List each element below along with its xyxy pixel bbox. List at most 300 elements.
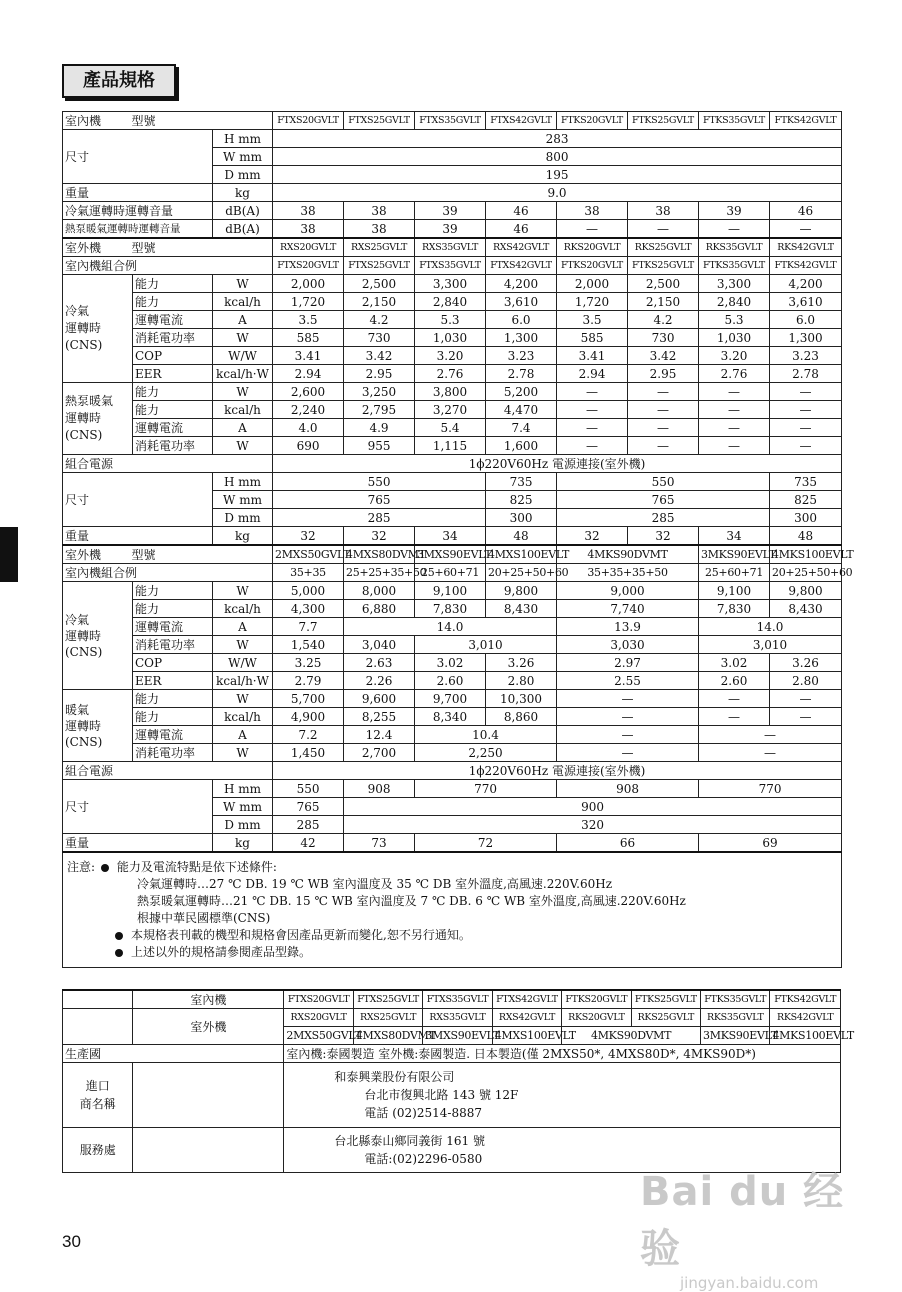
empty-cell bbox=[133, 1128, 284, 1173]
value-cell: 20+25+50+60 bbox=[770, 564, 842, 582]
value-cell: 550 bbox=[273, 780, 344, 798]
importer-info bbox=[284, 1063, 841, 1128]
size-label: 尺寸 bbox=[63, 780, 213, 834]
unit-cell: W/W bbox=[213, 654, 273, 672]
note-text: 冷氣運轉時…27 ℃ DB. 19 ℃ WB 室內溫度及 35 ℃ DB 室外溫度,高風速.220V.60Hz bbox=[137, 877, 613, 891]
value-cell: 9,100 bbox=[699, 582, 770, 600]
value-cell: 550 bbox=[557, 473, 770, 491]
value-cell: RKS35GVLT bbox=[701, 1009, 770, 1027]
importer-label-line: 商名稱 bbox=[79, 1097, 116, 1111]
value-cell: 1,720 bbox=[273, 293, 344, 311]
value-cell: 4MXS80DVMT bbox=[344, 545, 415, 564]
unit-cell: W bbox=[213, 275, 273, 293]
table-row bbox=[63, 527, 842, 546]
value-cell: 800 bbox=[273, 148, 842, 166]
value-cell: 7,740 bbox=[557, 600, 699, 618]
origin-body bbox=[63, 990, 854, 1173]
outdoor-header-label bbox=[63, 238, 273, 257]
value-cell: FTXS42GVLT bbox=[486, 257, 557, 275]
value-cell: 5.4 bbox=[415, 419, 486, 437]
value-cell: 735 bbox=[770, 473, 842, 491]
unit-cell: H mm bbox=[213, 473, 273, 491]
value-cell: 730 bbox=[344, 329, 415, 347]
outdoor-label: 室外機 bbox=[133, 1009, 284, 1045]
value-cell: 730 bbox=[628, 329, 699, 347]
unit-cell: W bbox=[213, 636, 273, 654]
table-row bbox=[63, 257, 842, 275]
table-row bbox=[63, 600, 842, 618]
value-cell: RKS20GVLT bbox=[562, 1009, 631, 1027]
size-label: 尺寸 bbox=[63, 130, 213, 184]
value-cell: 8,430 bbox=[486, 600, 557, 618]
value-cell: 2.80 bbox=[770, 672, 842, 690]
value-cell: — bbox=[770, 437, 842, 455]
importer-label bbox=[63, 1063, 133, 1128]
unit-cell: kg bbox=[213, 527, 273, 546]
importer-address: 台北市復興北路 143 號 12F bbox=[364, 1088, 519, 1102]
row-label: 消耗電功率 bbox=[133, 636, 213, 654]
value-cell: — bbox=[699, 383, 770, 401]
value-cell: 7.4 bbox=[486, 419, 557, 437]
value-cell: FTKS20GVLT bbox=[557, 112, 628, 130]
row-label: 消耗電功率 bbox=[133, 437, 213, 455]
unit-cell: dB(A) bbox=[213, 220, 273, 239]
value-cell: 908 bbox=[557, 780, 699, 798]
value-cell: 825 bbox=[770, 491, 842, 509]
value-cell: 7.2 bbox=[273, 726, 344, 744]
power-label: 組合電源 bbox=[63, 762, 273, 780]
spec-body bbox=[63, 112, 854, 968]
combo-label: 室內機組合例 bbox=[63, 257, 273, 275]
group-label bbox=[63, 275, 133, 383]
value-cell: FTXS20GVLT bbox=[284, 990, 353, 1009]
value-cell: 4.9 bbox=[344, 419, 415, 437]
value-cell: 38 bbox=[557, 202, 628, 220]
value-cell: — bbox=[557, 220, 628, 239]
value-cell: RKS42GVLT bbox=[770, 238, 842, 257]
outdoor-header-label bbox=[63, 545, 273, 564]
value-cell: RKS20GVLT bbox=[557, 238, 628, 257]
power-label: 組合電源 bbox=[63, 455, 273, 473]
value-cell: FTKS25GVLT bbox=[628, 257, 699, 275]
notes-head: 注意: bbox=[67, 860, 96, 874]
importer-name: 和泰興業股份有限公司 bbox=[334, 1070, 455, 1084]
value-cell: — bbox=[628, 220, 699, 239]
table-row bbox=[63, 762, 842, 780]
unit-cell: D mm bbox=[213, 166, 273, 184]
table-row bbox=[63, 780, 842, 798]
value-cell: 73 bbox=[344, 834, 415, 853]
group-label-line: 暖氣 bbox=[65, 702, 90, 717]
value-cell: FTKS35GVLT bbox=[699, 112, 770, 130]
value-cell: RKS25GVLT bbox=[631, 1009, 700, 1027]
service-phone: 電話:(02)2296-0580 bbox=[364, 1152, 483, 1166]
value-cell: 13.9 bbox=[557, 618, 699, 636]
value-cell: 585 bbox=[273, 329, 344, 347]
value-cell: — bbox=[557, 419, 628, 437]
table-row bbox=[63, 275, 842, 293]
table-row bbox=[63, 690, 842, 708]
section-tab-marker bbox=[0, 527, 18, 582]
value-cell: 2.95 bbox=[344, 365, 415, 383]
unit-cell: W mm bbox=[213, 798, 273, 816]
value-cell: 4,200 bbox=[486, 275, 557, 293]
value-cell: 9.0 bbox=[273, 184, 842, 202]
value-cell: 3MKS90EVLT bbox=[699, 545, 770, 564]
watermark bbox=[640, 1160, 870, 1292]
value-cell: 735 bbox=[486, 473, 557, 491]
value-cell: FTKS35GVLT bbox=[701, 990, 770, 1009]
origin-value: 室內機:泰國製造 室外機:泰國製造. 日本製造(僅 2MXS50*, 4MXS80D*, 4MKS90D*) bbox=[284, 1045, 841, 1063]
value-cell: 4,300 bbox=[273, 600, 344, 618]
unit-cell: kcal/h bbox=[213, 293, 273, 311]
value-cell: 2,150 bbox=[344, 293, 415, 311]
group-label-line: (CNS) bbox=[65, 338, 103, 352]
value-cell: 3MKS90EVLT bbox=[701, 1027, 770, 1045]
value-cell: 46 bbox=[486, 220, 557, 239]
value-cell: 3,040 bbox=[344, 636, 415, 654]
note-text: 能力及電流特點是依下述條件: bbox=[116, 860, 277, 874]
value-cell: 2.80 bbox=[486, 672, 557, 690]
empty-cell bbox=[63, 990, 133, 1009]
group-label-line: 運轉時 bbox=[65, 628, 102, 643]
value-cell: 2.95 bbox=[628, 365, 699, 383]
group-label-line: 冷氣 bbox=[65, 304, 90, 318]
table-row bbox=[63, 636, 842, 654]
unit-cell: A bbox=[213, 726, 273, 744]
page-number: 30 bbox=[62, 1232, 81, 1251]
value-cell: 3.26 bbox=[486, 654, 557, 672]
value-cell: 2,250 bbox=[415, 744, 557, 762]
indoor-label: 室內機 bbox=[65, 113, 102, 128]
value-cell: 2,840 bbox=[699, 293, 770, 311]
value-cell: 8,255 bbox=[344, 708, 415, 726]
value-cell: RXS25GVLT bbox=[353, 1009, 422, 1027]
value-cell: 690 bbox=[273, 437, 344, 455]
empty-cell bbox=[133, 1063, 284, 1128]
service-address: 台北縣泰山鄉同義街 161 號 bbox=[334, 1134, 485, 1148]
combo-label: 室內機組合例 bbox=[63, 564, 273, 582]
bullet-icon bbox=[115, 932, 123, 940]
unit-cell: W bbox=[213, 744, 273, 762]
value-cell: 38 bbox=[273, 220, 344, 239]
value-cell: 48 bbox=[770, 527, 842, 546]
value-cell: 42 bbox=[273, 834, 344, 853]
table-row bbox=[63, 564, 842, 582]
table-row bbox=[63, 654, 842, 672]
value-cell: 3.23 bbox=[486, 347, 557, 365]
table-row bbox=[63, 419, 842, 437]
value-cell: 770 bbox=[699, 780, 842, 798]
group-label bbox=[63, 383, 133, 455]
value-cell: — bbox=[557, 401, 628, 419]
value-cell: — bbox=[770, 383, 842, 401]
unit-cell: D mm bbox=[213, 509, 273, 527]
value-cell: 1,600 bbox=[486, 437, 557, 455]
table-row bbox=[63, 1063, 841, 1128]
value-cell: 1,030 bbox=[699, 329, 770, 347]
value-cell: FTXS35GVLT bbox=[423, 990, 492, 1009]
row-label: 能力 bbox=[133, 600, 213, 618]
value-cell: 32 bbox=[344, 527, 415, 546]
outdoor-label: 室外機 bbox=[65, 547, 102, 562]
note-text: 本規格表刊載的機型和規格會因產品更新而變化,恕不另行通知。 bbox=[131, 928, 471, 942]
table-row bbox=[63, 401, 842, 419]
value-cell: — bbox=[557, 437, 628, 455]
value-cell: 2.60 bbox=[699, 672, 770, 690]
table-row bbox=[63, 744, 842, 762]
value-cell: 5,000 bbox=[273, 582, 344, 600]
type-label: 型號 bbox=[131, 547, 156, 562]
value-cell: — bbox=[770, 220, 842, 239]
value-cell: 6.0 bbox=[486, 311, 557, 329]
value-cell: 12.4 bbox=[344, 726, 415, 744]
value-cell: 2,840 bbox=[415, 293, 486, 311]
value-cell: — bbox=[557, 708, 699, 726]
note-text: 熱泵暖氣運轉時…21 ℃ DB. 15 ℃ WB 室內溫度及 7 ℃ DB. 6 ℃ WB 室外溫度,高風速.220V.60Hz bbox=[137, 894, 686, 908]
value-cell: 2,000 bbox=[273, 275, 344, 293]
value-cell: 2.78 bbox=[486, 365, 557, 383]
table-row bbox=[63, 990, 841, 1009]
row-label: 運轉電流 bbox=[133, 311, 213, 329]
value-cell: 300 bbox=[770, 509, 842, 527]
value-cell: 195 bbox=[273, 166, 842, 184]
value-cell: 39 bbox=[699, 202, 770, 220]
value-cell: 320 bbox=[344, 816, 842, 834]
row-label: 能力 bbox=[133, 690, 213, 708]
value-cell: — bbox=[557, 383, 628, 401]
weight-label: 重量 bbox=[63, 184, 213, 202]
value-cell: 3,610 bbox=[486, 293, 557, 311]
value-cell: 4MKS90DVMT bbox=[562, 1027, 701, 1045]
table-row bbox=[63, 582, 842, 600]
value-cell: FTXS25GVLT bbox=[344, 257, 415, 275]
group-label-line: (CNS) bbox=[65, 428, 103, 442]
value-cell: 5.3 bbox=[415, 311, 486, 329]
value-cell: 2.79 bbox=[273, 672, 344, 690]
value-cell: 2,240 bbox=[273, 401, 344, 419]
value-cell: 10,300 bbox=[486, 690, 557, 708]
watermark-url: jingyan.baidu.com bbox=[680, 1274, 819, 1292]
value-cell: 8,340 bbox=[415, 708, 486, 726]
group-label-line: 熱泵暖氣 bbox=[65, 394, 114, 408]
group-label-line: 運轉時 bbox=[65, 718, 102, 733]
value-cell: RXS35GVLT bbox=[415, 238, 486, 257]
value-cell: 25+60+71 bbox=[415, 564, 486, 582]
value-cell: — bbox=[699, 401, 770, 419]
table-row bbox=[63, 112, 842, 130]
unit-cell: kcal/h bbox=[213, 708, 273, 726]
value-cell: RKS25GVLT bbox=[628, 238, 699, 257]
value-cell: FTKS25GVLT bbox=[631, 990, 700, 1009]
value-cell: 9,600 bbox=[344, 690, 415, 708]
value-cell: RKS35GVLT bbox=[699, 238, 770, 257]
value-cell: 14.0 bbox=[699, 618, 842, 636]
spec-table bbox=[62, 111, 854, 968]
value-cell: 3.26 bbox=[770, 654, 842, 672]
value-cell: 7.7 bbox=[273, 618, 344, 636]
value-cell: 14.0 bbox=[344, 618, 557, 636]
row-label: 運轉電流 bbox=[133, 419, 213, 437]
group-label bbox=[63, 690, 133, 762]
value-cell: 3.20 bbox=[699, 347, 770, 365]
table-row bbox=[63, 383, 842, 401]
value-cell: 2.94 bbox=[273, 365, 344, 383]
row-label: 能力 bbox=[133, 401, 213, 419]
value-cell: 1,030 bbox=[415, 329, 486, 347]
table-row bbox=[63, 545, 842, 564]
value-cell: 908 bbox=[344, 780, 415, 798]
value-cell: 3.23 bbox=[770, 347, 842, 365]
table-row bbox=[63, 202, 842, 220]
unit-cell: kg bbox=[213, 184, 273, 202]
value-cell: 39 bbox=[415, 202, 486, 220]
value-cell: — bbox=[770, 708, 842, 726]
value-cell: 25+60+71 bbox=[699, 564, 770, 582]
power-value: 1ϕ220V60Hz 電源連接(室外機) bbox=[273, 455, 842, 473]
value-cell: 72 bbox=[415, 834, 557, 853]
unit-cell: kcal/h·W bbox=[213, 672, 273, 690]
row-label: 能力 bbox=[133, 383, 213, 401]
value-cell: 4,200 bbox=[770, 275, 842, 293]
value-cell: 285 bbox=[273, 816, 344, 834]
table-row bbox=[63, 437, 842, 455]
value-cell: — bbox=[699, 220, 770, 239]
value-cell: 2.55 bbox=[557, 672, 699, 690]
value-cell: 2.26 bbox=[344, 672, 415, 690]
value-cell: RXS42GVLT bbox=[492, 1009, 561, 1027]
value-cell: 955 bbox=[344, 437, 415, 455]
group-label-line: 運轉時 bbox=[65, 321, 102, 335]
value-cell: 4,470 bbox=[486, 401, 557, 419]
unit-cell: A bbox=[213, 419, 273, 437]
row-label: 消耗電功率 bbox=[133, 329, 213, 347]
unit-cell: W mm bbox=[213, 491, 273, 509]
value-cell: 285 bbox=[557, 509, 770, 527]
value-cell: 3.25 bbox=[273, 654, 344, 672]
value-cell: 2MXS50GVLT bbox=[273, 545, 344, 564]
value-cell: 4.2 bbox=[344, 311, 415, 329]
value-cell: 1,115 bbox=[415, 437, 486, 455]
unit-cell: W/W bbox=[213, 347, 273, 365]
unit-cell: kcal/h bbox=[213, 401, 273, 419]
value-cell: 38 bbox=[628, 202, 699, 220]
unit-cell: H mm bbox=[213, 780, 273, 798]
value-cell: 4MKS100EVLT bbox=[770, 1027, 841, 1045]
value-cell: 3.5 bbox=[557, 311, 628, 329]
importer-label-line: 進口 bbox=[85, 1079, 110, 1093]
value-cell: FTXS42GVLT bbox=[486, 112, 557, 130]
row-label: 運轉電流 bbox=[133, 726, 213, 744]
value-cell: — bbox=[770, 401, 842, 419]
indoor-label: 室內機 bbox=[133, 990, 284, 1009]
value-cell: FTXS25GVLT bbox=[344, 112, 415, 130]
value-cell: FTKS20GVLT bbox=[562, 990, 631, 1009]
noise-cool-label: 冷氣運轉時運轉音量 bbox=[63, 202, 213, 220]
value-cell: 48 bbox=[486, 527, 557, 546]
value-cell: — bbox=[699, 419, 770, 437]
value-cell: 770 bbox=[415, 780, 557, 798]
unit-cell: W bbox=[213, 383, 273, 401]
table-row bbox=[63, 347, 842, 365]
value-cell: FTKS20GVLT bbox=[557, 257, 628, 275]
value-cell: 46 bbox=[770, 202, 842, 220]
value-cell: — bbox=[557, 690, 699, 708]
value-cell: — bbox=[628, 401, 699, 419]
row-label: 消耗電功率 bbox=[133, 744, 213, 762]
value-cell: 38 bbox=[344, 202, 415, 220]
value-cell: — bbox=[770, 419, 842, 437]
value-cell: 3.20 bbox=[415, 347, 486, 365]
value-cell: 3,250 bbox=[344, 383, 415, 401]
value-cell: 300 bbox=[486, 509, 557, 527]
value-cell: 5,700 bbox=[273, 690, 344, 708]
value-cell: 3.5 bbox=[273, 311, 344, 329]
value-cell: 3.02 bbox=[415, 654, 486, 672]
value-cell: — bbox=[699, 744, 842, 762]
value-cell: FTXS20GVLT bbox=[273, 257, 344, 275]
table-row bbox=[63, 130, 842, 148]
value-cell: 2,500 bbox=[344, 275, 415, 293]
value-cell: RXS25GVLT bbox=[344, 238, 415, 257]
value-cell: 1,450 bbox=[273, 744, 344, 762]
value-cell: 2MXS50GVLT bbox=[284, 1027, 353, 1045]
value-cell: 69 bbox=[699, 834, 842, 853]
value-cell: RKS42GVLT bbox=[770, 1009, 841, 1027]
value-cell: 20+25+50+60 bbox=[486, 564, 557, 582]
value-cell: RXS35GVLT bbox=[423, 1009, 492, 1027]
value-cell: 2,000 bbox=[557, 275, 628, 293]
unit-cell: H mm bbox=[213, 130, 273, 148]
value-cell: 3.02 bbox=[699, 654, 770, 672]
value-cell: 2,150 bbox=[628, 293, 699, 311]
value-cell: 3,010 bbox=[415, 636, 557, 654]
value-cell: 5.3 bbox=[699, 311, 770, 329]
value-cell: 1,540 bbox=[273, 636, 344, 654]
value-cell: 3.41 bbox=[557, 347, 628, 365]
type-label: 型號 bbox=[131, 113, 156, 128]
table-row bbox=[63, 365, 842, 383]
unit-cell: A bbox=[213, 311, 273, 329]
watermark-logo: Bai du 经验 bbox=[640, 1169, 845, 1272]
origin-label: 生產國 bbox=[63, 1045, 284, 1063]
table-row bbox=[63, 329, 842, 347]
value-cell: 2,700 bbox=[344, 744, 415, 762]
value-cell: 765 bbox=[273, 491, 486, 509]
value-cell: 3,010 bbox=[699, 636, 842, 654]
value-cell: 2.97 bbox=[557, 654, 699, 672]
value-cell: 3,610 bbox=[770, 293, 842, 311]
value-cell: 3.42 bbox=[628, 347, 699, 365]
value-cell: 9,000 bbox=[557, 582, 699, 600]
type-label: 型號 bbox=[131, 240, 156, 255]
value-cell: 2.63 bbox=[344, 654, 415, 672]
value-cell: — bbox=[699, 437, 770, 455]
bullet-icon bbox=[115, 949, 123, 957]
table-row bbox=[63, 311, 842, 329]
value-cell: 46 bbox=[486, 202, 557, 220]
noise-heat-label: 熱泵暖氣運轉時運轉音量 bbox=[63, 220, 213, 239]
value-cell: 8,430 bbox=[770, 600, 842, 618]
value-cell: 3MXS90EVLT bbox=[423, 1027, 492, 1045]
value-cell: 2,600 bbox=[273, 383, 344, 401]
value-cell: 35+35 bbox=[273, 564, 344, 582]
weight-label: 重量 bbox=[63, 834, 213, 853]
row-label: 能力 bbox=[133, 293, 213, 311]
row-label: COP bbox=[133, 654, 213, 672]
weight-label: 重量 bbox=[63, 527, 213, 546]
value-cell: 4.2 bbox=[628, 311, 699, 329]
